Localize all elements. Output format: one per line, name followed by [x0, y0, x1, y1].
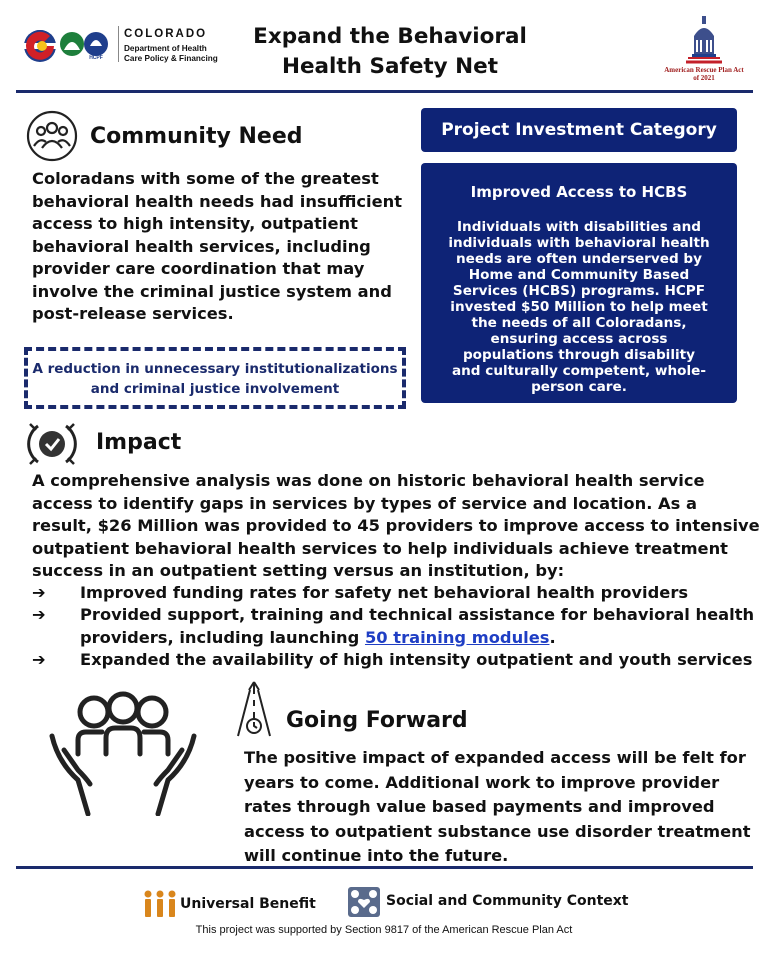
colorado-flag-icon [20, 24, 116, 64]
universal-benefit-icon [142, 889, 178, 921]
bullet-text: Expanded the availability of high intensity outpatient and youth services [80, 650, 753, 669]
bullet-text: Improved funding rates for safety net behavioral health providers [80, 583, 689, 602]
arrow-icon: ➔ [32, 650, 46, 669]
page-title: Expand the Behavioral Health Safety Net [253, 24, 527, 79]
outcome-callout [24, 347, 406, 409]
bullet-text-pre: Provided support, training and technical assistance for behavioral health providers, including launching [80, 605, 755, 647]
road-ahead-icon [234, 680, 274, 744]
investment-category-label: Project Investment Category [421, 108, 737, 152]
hcpf-badge-text: HCPF [89, 55, 103, 61]
universal-benefit-label: Universal Benefit [180, 896, 316, 912]
arrow-icon: ➔ [32, 583, 46, 602]
impact-target-icon [24, 418, 80, 474]
going-forward-text: The positive impact of expanded access will be felt for years to come. Additional work to improve provider rates through value based payments and improved access to outpatient substance use disorder treatment will continue into the future. [244, 748, 751, 866]
logo-department: Department of Health Care Policy & Financing [124, 44, 218, 63]
support-note: This project was supported by Section 9817 of the American Rescue Plan Act [195, 924, 573, 936]
arpa-logo [664, 12, 744, 84]
community-group-icon [26, 110, 78, 166]
investment-title: Improved Access to HCBS [470, 183, 688, 201]
capitol-icon [664, 12, 744, 66]
arpa-text: American Rescue Plan Act of 2021 [664, 66, 744, 82]
going-forward-heading: Going Forward [286, 708, 468, 733]
bullet-text-post: . [549, 627, 556, 647]
social-community-icon [346, 885, 382, 923]
arrow-icon: ➔ [32, 605, 46, 624]
hcpf-logo [20, 24, 218, 64]
impact-text: A comprehensive analysis was done on historic behavioral health service access to identify gaps in services by types of service and location. As a result, $26 Million was provided to 45 providers to improve access to intensive outpatient behavioral health services to help individuals achieve treatment success in an outpatient setting versus an institution, by: [32, 471, 760, 580]
hands-people-icon [48, 686, 198, 820]
community-need-heading: Community Need [90, 124, 303, 149]
outcome-text: A reduction in unnecessary institutionalizations and criminal justice involvement [32, 361, 398, 397]
logo-state: COLORADO [124, 28, 208, 40]
investment-category-box [421, 163, 737, 403]
impact-heading: Impact [96, 430, 182, 455]
investment-description: Individuals with disabilities and individuals with behavioral health needs are often underserved by Home and Community Based Services (HCBS) programs. HCPF invested $50 Million to help meet the needs of all Coloradans, ensuring access across populations through disability and culturally competent, whole-person care. [448, 219, 710, 395]
impact-bullet [32, 604, 762, 649]
training-modules-link[interactable]: 50 training modules [364, 627, 550, 647]
bullet-text [80, 604, 760, 649]
footer-divider [16, 866, 753, 869]
social-community-label: Social and Community Context [386, 893, 629, 909]
header-divider [16, 90, 753, 93]
community-need-text: Coloradans with some of the greatest behavioral health needs had insufficient access to high intensity, outpatient behavioral health services, including provider care coordination that may involve the criminal justice system and post-release services. [32, 169, 403, 323]
